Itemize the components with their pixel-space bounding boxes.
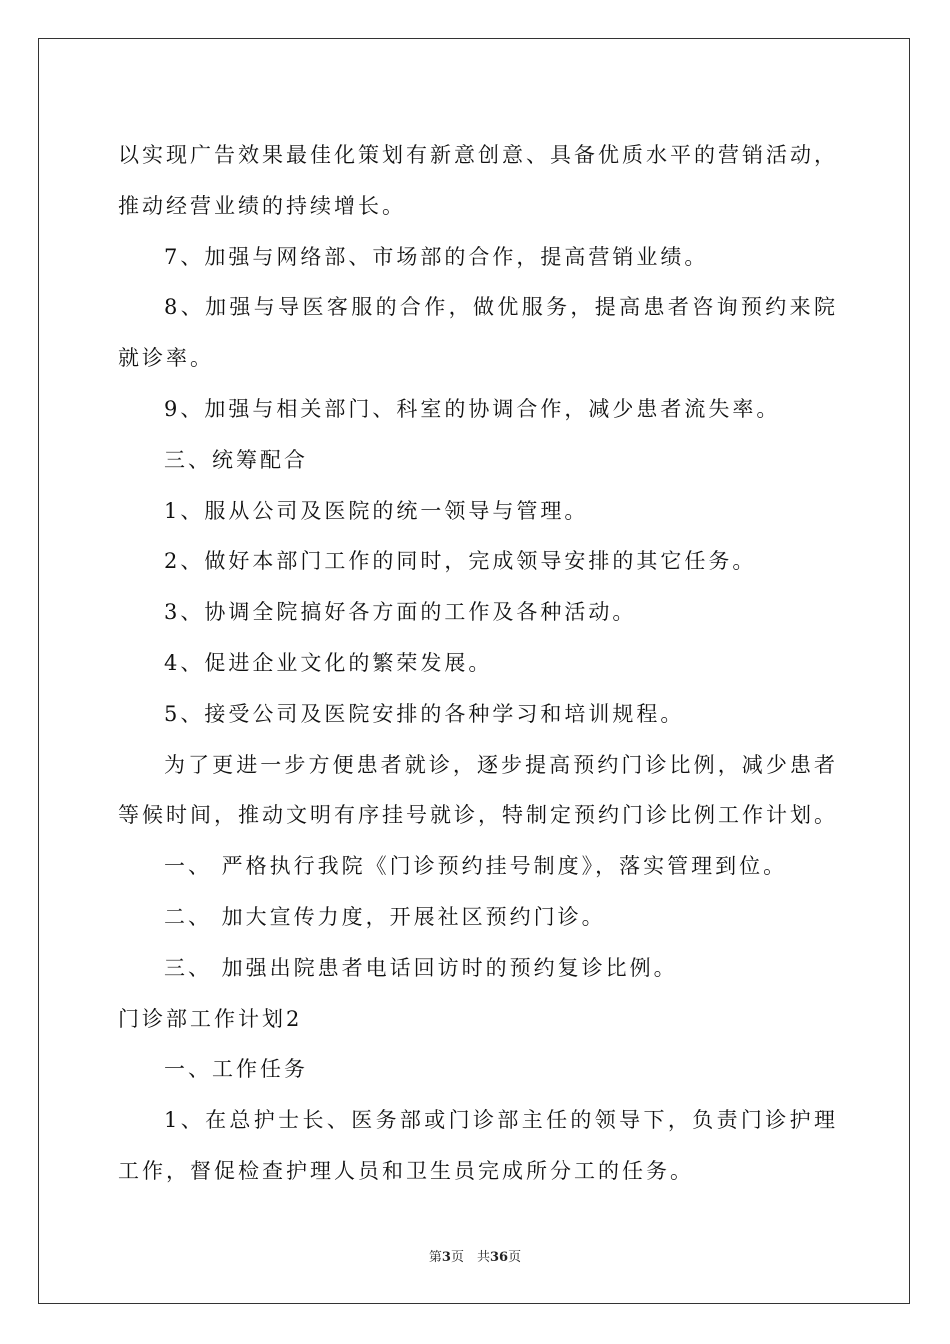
text-line: 9、加强与相关部门、科室的协调合作，减少患者流失率。 [164, 396, 781, 421]
footer-prefix: 第 [428, 1250, 442, 1265]
text-line: 二、 加大宣传力度，开展社区预约门诊。 [164, 904, 606, 929]
text-line: 等候时间，推动文明有序挂号就诊，特制定预约门诊比例工作计划。 [118, 803, 838, 828]
total-page-count: 36 [489, 1250, 509, 1265]
text-line: 以实现广告效果最佳化策划有新意创意、具备优质水平的营销活动， [118, 143, 838, 167]
footer-suffix: 页 [508, 1250, 522, 1265]
text-line: 三、统筹配合 [164, 447, 308, 472]
text-line: 3、协调全院搞好各方面的工作及各种活动。 [164, 600, 637, 625]
text-line: 一、 严格执行我院《门诊预约挂号制度》，落实管理到位。 [164, 854, 788, 879]
current-page-number: 3 [441, 1250, 451, 1265]
text-line: 4、促进企业文化的繁荣发展。 [164, 650, 493, 675]
text-line: 7、加强与网络部、市场部的合作，提高营销业绩。 [164, 244, 709, 269]
text-line: 1、服从公司及医院的统一领导与管理。 [164, 498, 589, 523]
text-line: 8、加强与导医客服的合作，做优服务，提高患者咨询预约来院 [164, 295, 838, 320]
page-footer [0, 1246, 950, 1265]
document-body [118, 130, 838, 1197]
text-line: 一、工作任务 [164, 1057, 308, 1082]
text-line: 推动经营业绩的持续增长。 [118, 193, 406, 218]
text-line: 门诊部工作计划2 [118, 1006, 303, 1031]
text-line: 5、接受公司及医院安排的各种学习和培训规程。 [164, 701, 685, 726]
text-line: 2、做好本部门工作的同时，完成领导安排的其它任务。 [164, 549, 757, 574]
text-line: 为了更进一步方便患者就诊，逐步提高预约门诊比例，减少患者 [164, 752, 838, 777]
footer-mid: 页 共 [450, 1250, 490, 1265]
text-line: 三、 加强出院患者电话回访时的预约复诊比例。 [164, 955, 678, 980]
text-line: 就诊率。 [118, 346, 214, 371]
text-line: 工作，督促检查护理人员和卫生员完成所分工的任务。 [118, 1158, 694, 1183]
text-line: 1、在总护士长、医务部或门诊部主任的领导下，负责门诊护理 [164, 1108, 838, 1133]
